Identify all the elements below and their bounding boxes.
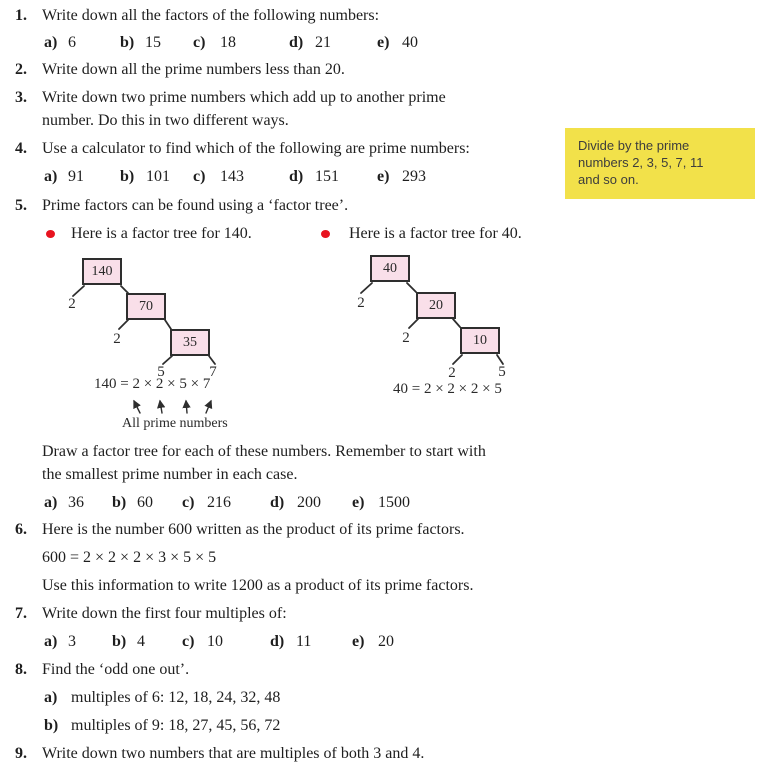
factor-node-70: 70 [126, 293, 166, 320]
prime-leaf: 2 [448, 365, 456, 381]
question-9-number: 9. [15, 745, 27, 762]
bullet-icon [321, 230, 330, 238]
option-value: 143 [220, 168, 244, 185]
bullet-2-label: Here is a factor tree for 40. [349, 225, 522, 242]
option-value: 15 [145, 34, 161, 51]
question-5-number: 5. [15, 197, 27, 214]
option-value: 10 [207, 633, 223, 650]
option-value: 21 [315, 34, 331, 51]
option-value: multiples of 6: 12, 18, 24, 32, 48 [71, 689, 281, 706]
factor-node-20: 20 [416, 292, 456, 319]
question-6-text: Here is the number 600 written as the product of its prime factors. [42, 521, 465, 538]
option-value: 40 [402, 34, 418, 51]
option-letter: c) [193, 34, 206, 51]
question-7-number: 7. [15, 605, 27, 622]
question-1-text: Write down all the factors of the following numbers: [42, 7, 380, 24]
question-9-text: Write down two numbers that are multiples of both 3 and 4. [42, 745, 425, 762]
option-value: 151 [315, 168, 339, 185]
factor-node-10: 10 [460, 327, 500, 354]
option-letter: e) [352, 494, 365, 511]
question-6 [15, 520, 760, 542]
option-letter: e) [377, 168, 390, 185]
hint-callout-line2: numbers 2, 3, 5, 7, 11 [578, 155, 704, 170]
option-letter: e) [352, 633, 365, 650]
option-letter: a) [44, 168, 58, 185]
factor-node-35: 35 [170, 329, 210, 356]
question-3 [15, 88, 760, 110]
option-letter: a) [44, 633, 58, 650]
factor-tree-140 [62, 252, 302, 437]
question-8-option-a [0, 688, 760, 710]
question-7 [15, 604, 760, 626]
question-5-text: Prime factors can be found using a ‘factor tree’. [42, 197, 349, 214]
option-value: multiples of 9: 18, 27, 45, 56, 72 [71, 717, 281, 734]
bullet-1-label: Here is a factor tree for 140. [71, 225, 252, 242]
option-value: 200 [297, 494, 321, 511]
option-value: 216 [207, 494, 231, 511]
factor-tree-40 [352, 248, 572, 408]
option-letter: b) [112, 494, 127, 511]
option-value: 60 [137, 494, 153, 511]
factor-node-140: 140 [82, 258, 122, 285]
question-8-number: 8. [15, 661, 27, 678]
option-value: 293 [402, 168, 426, 185]
question-7-options [0, 632, 760, 654]
bullet-icon [46, 230, 55, 238]
option-letter: a) [44, 494, 58, 511]
prime-leaf: 2 [357, 295, 365, 311]
question-6-text2: Use this information to write 1200 as a product of its prime factors. [42, 577, 474, 594]
question-5-draw-line1: Draw a factor tree for each of these numbers. Remember to start with [42, 443, 486, 460]
question-1-options [0, 33, 760, 55]
option-value: 91 [68, 168, 84, 185]
question-8-text: Find the ‘odd one out’. [42, 661, 190, 678]
option-letter: b) [120, 168, 135, 185]
question-8-option-b [0, 716, 760, 738]
question-6-number: 6. [15, 521, 27, 538]
hint-callout-line1: Divide by the prime [578, 138, 690, 153]
prime-leaf: 2 [68, 296, 76, 312]
question-1 [15, 6, 760, 28]
tree-140-caption: All prime numbers [122, 416, 228, 431]
option-letter: c) [193, 168, 206, 185]
option-value: 1500 [378, 494, 410, 511]
prime-leaf: 2 [113, 331, 121, 347]
option-letter: b) [44, 717, 59, 734]
option-letter: b) [112, 633, 127, 650]
tree-40-equation: 40 = 2 × 2 × 2 × 5 [393, 381, 502, 397]
option-letter: a) [44, 34, 58, 51]
option-value: 11 [296, 633, 312, 650]
factor-node-40: 40 [370, 255, 410, 282]
prime-leaf: 5 [498, 364, 506, 380]
question-7-text: Write down the first four multiples of: [42, 605, 287, 622]
prime-leaf: 2 [402, 330, 410, 346]
option-value: 6 [68, 34, 76, 51]
question-6-equation: 600 = 2 × 2 × 2 × 3 × 5 × 5 [42, 549, 217, 566]
option-letter: c) [182, 494, 195, 511]
option-value: 18 [220, 34, 236, 51]
tree-140-equation: 140 = 2 × 2 × 5 × 7 [94, 376, 211, 392]
question-8 [15, 660, 760, 682]
option-letter: d) [289, 34, 304, 51]
option-value: 20 [378, 633, 394, 650]
option-letter: e) [377, 34, 390, 51]
question-1-number: 1. [15, 7, 27, 24]
question-5-options [0, 493, 760, 515]
option-value: 36 [68, 494, 84, 511]
option-letter: d) [270, 494, 285, 511]
question-5 [15, 196, 760, 218]
option-letter: d) [289, 168, 304, 185]
hint-callout-line3: and so on. [578, 172, 639, 187]
prime-leaf: 5 [157, 364, 165, 380]
hint-callout [565, 128, 755, 199]
question-2-number: 2. [15, 61, 27, 78]
question-2 [15, 60, 760, 82]
option-letter: a) [44, 689, 58, 706]
question-4-number: 4. [15, 140, 27, 157]
option-letter: c) [182, 633, 195, 650]
question-2-text: Write down all the prime numbers less than 20. [42, 61, 345, 78]
option-letter: d) [270, 633, 285, 650]
question-3-text-line2: number. Do this in two different ways. [42, 112, 289, 129]
option-value: 101 [146, 168, 170, 185]
question-5-draw-line2: the smallest prime number in each case. [42, 466, 298, 483]
question-9 [15, 744, 760, 766]
option-value: 4 [137, 633, 145, 650]
question-3-text-line1: Write down two prime numbers which add up to another prime [42, 89, 446, 106]
option-value: 3 [68, 633, 76, 650]
question-3-number: 3. [15, 89, 27, 106]
prime-leaf: 7 [209, 364, 217, 380]
option-letter: b) [120, 34, 135, 51]
factor-tree-bullets [0, 224, 760, 246]
question-4-text: Use a calculator to find which of the following are prime numbers: [42, 140, 470, 157]
